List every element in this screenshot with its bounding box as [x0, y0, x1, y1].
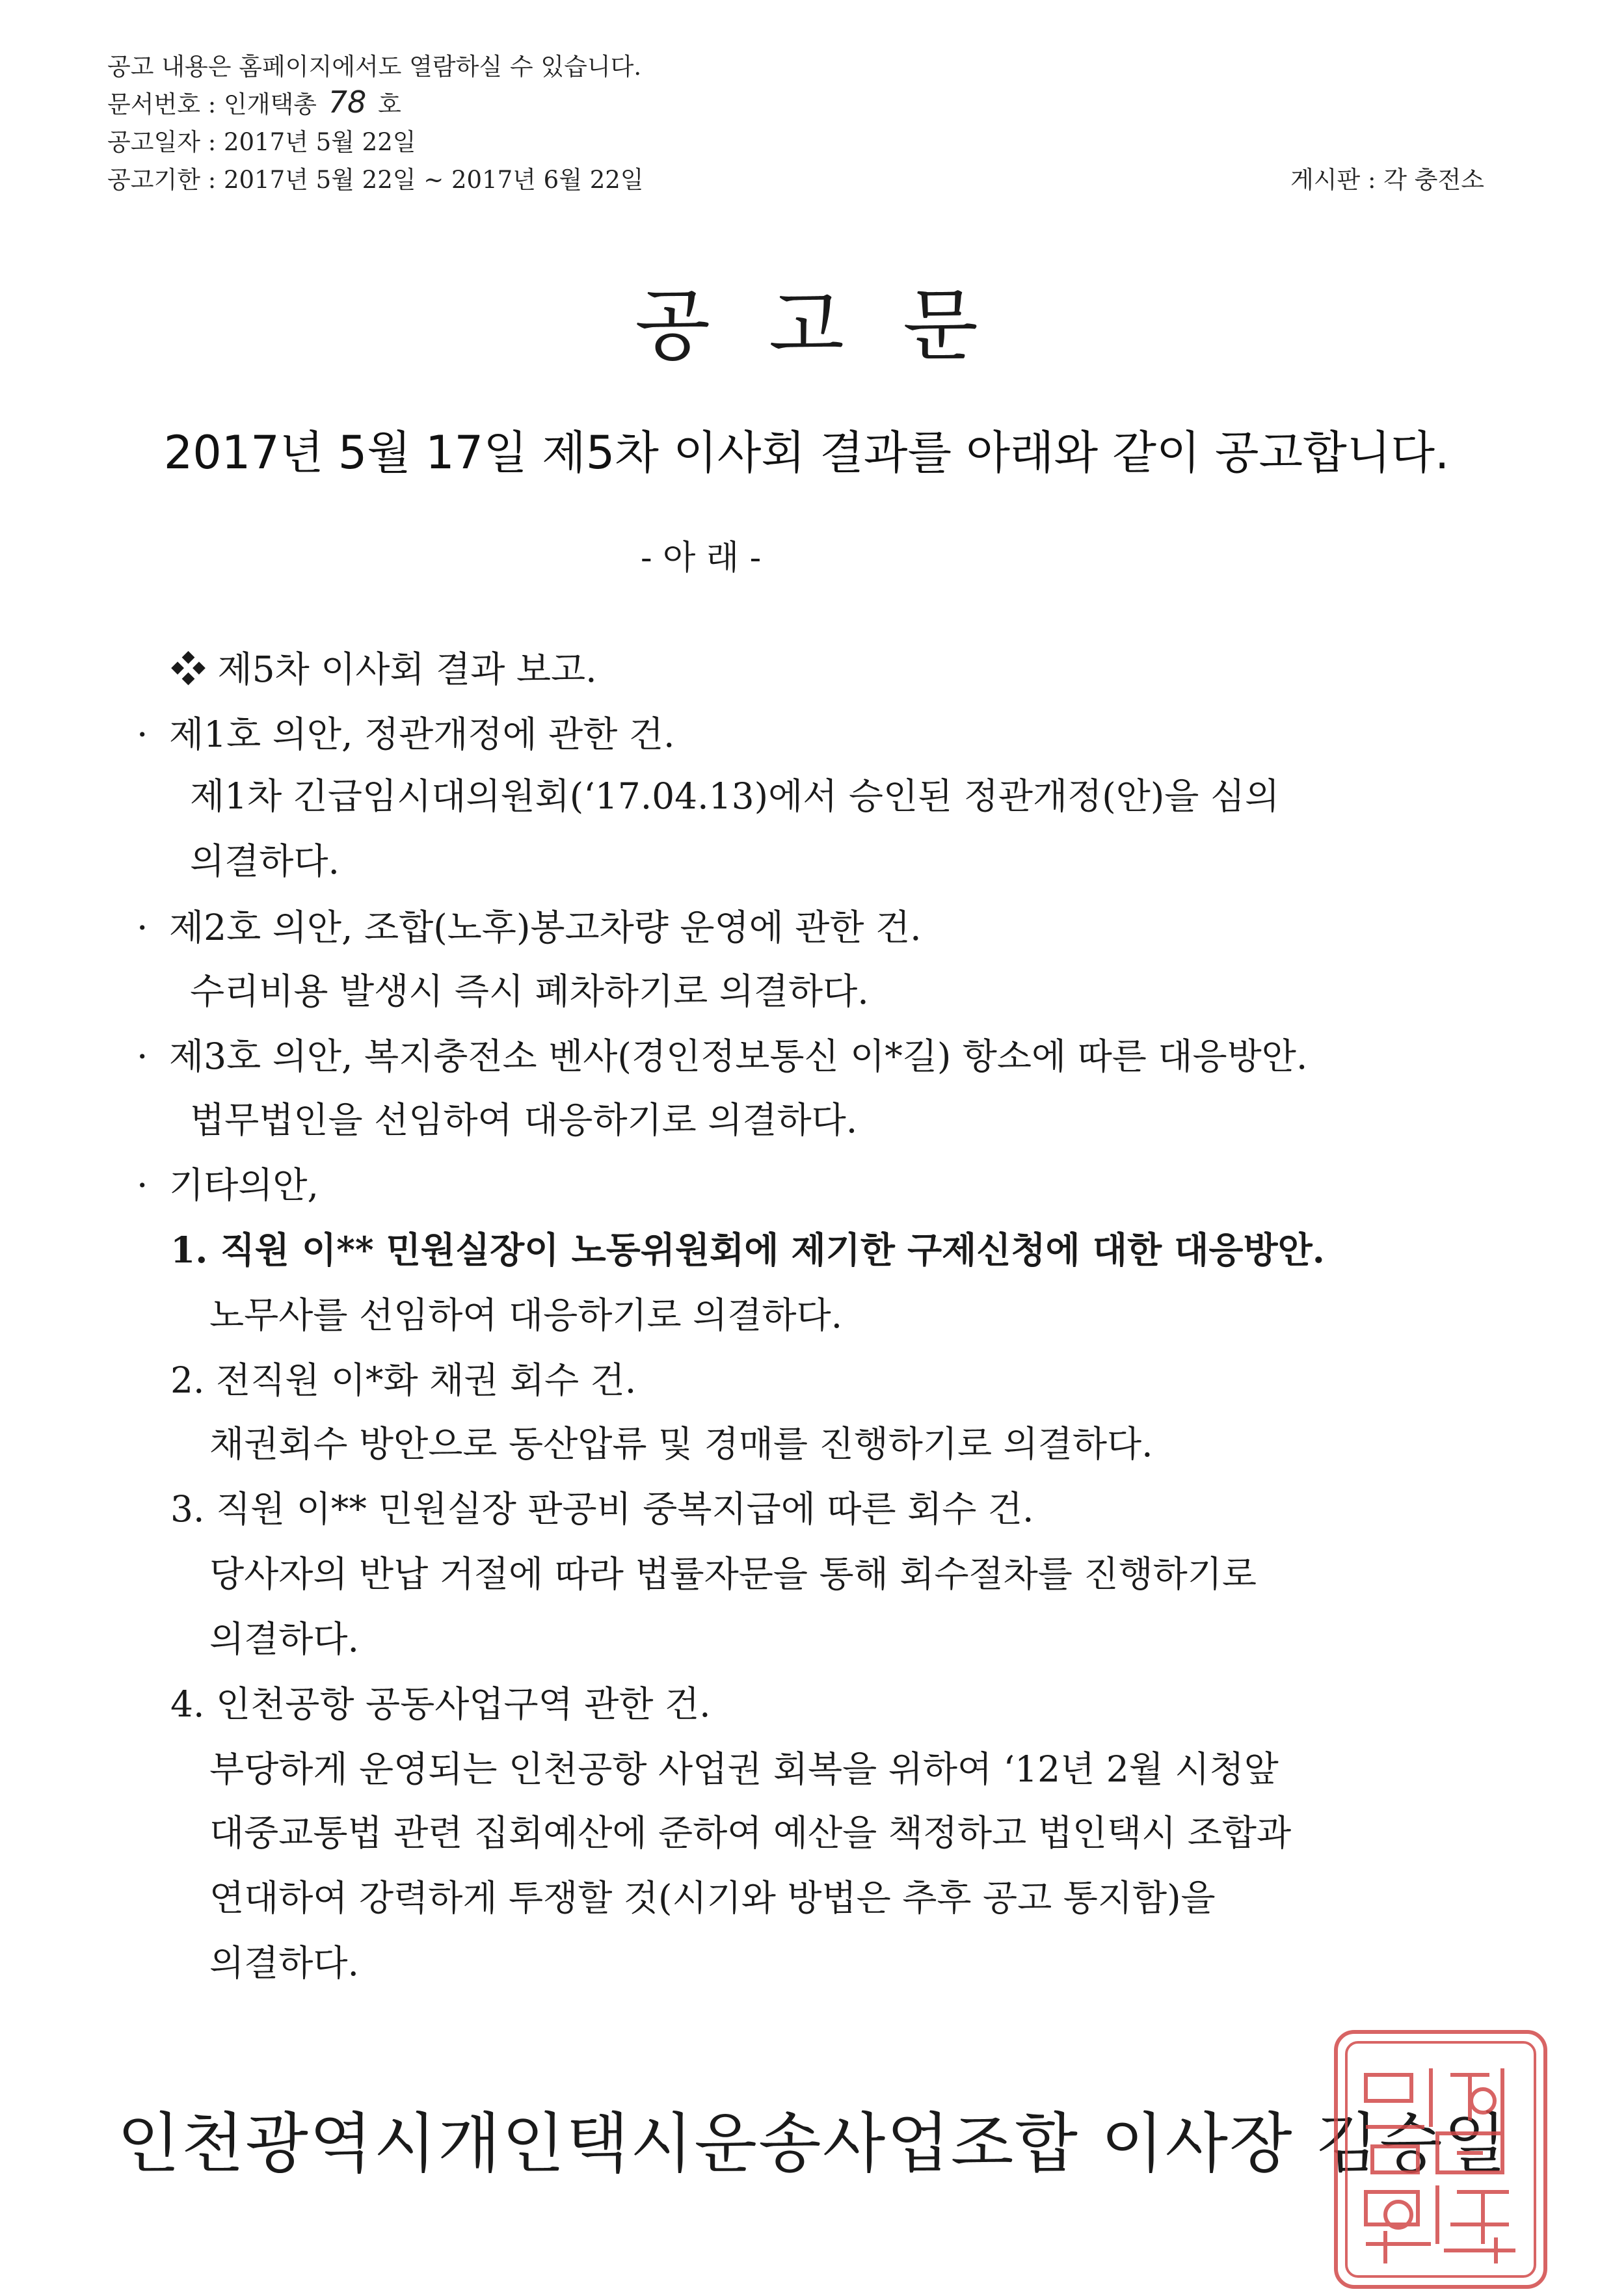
agenda-item-1-line: 의결하다.: [190, 840, 340, 882]
header-notice: 공고 내용은 홈페이지에서도 열람하실 수 있습니다.: [107, 53, 642, 81]
other-item-2-title: 2. 전직원 이*화 채권 회수 건.: [170, 1359, 637, 1401]
other-item-4-line: 의결하다.: [209, 1942, 360, 1984]
other-item-2-line: 채권회수 방안으로 동산압류 및 경매를 진행하기로 의결하다.: [209, 1423, 1153, 1465]
other-item-1-line: 노무사를 선임하여 대응하기로 의결하다.: [209, 1294, 843, 1336]
other-item-1-title: 1. 직원 이** 민원실장이 노동위원회에 제기한 구제신청에 대한 대응방안.: [170, 1229, 1325, 1271]
agenda-item-3: [137, 1028, 1307, 1079]
closing-signature: 인천광역시개인택시운송사업조합 이사장 김승일: [117, 2105, 1508, 2182]
bullet-dot: ·: [137, 1164, 148, 1206]
document-title: 공고문: [635, 281, 1037, 371]
doc-number-suffix: 호: [378, 90, 401, 118]
agenda-item-2-line: 수리비용 발생시 즉시 폐차하기로 의결하다.: [190, 970, 869, 1012]
agenda-item-1-title: 제1호 의안, 정관개정에 관한 건.: [169, 714, 675, 755]
bullet-dot: ·: [137, 1035, 148, 1077]
other-item-3-line: 의결하다.: [209, 1618, 360, 1660]
other-item-4-line: 부당하게 운영되는 인천공항 사업권 회복을 위하여 ‘12년 2월 시청앞: [209, 1748, 1279, 1790]
below-marker: - 아 래 -: [641, 539, 762, 578]
document-subtitle: 2017년 5월 17일 제5차 이사회 결과를 아래와 같이 공고합니다.: [163, 426, 1450, 479]
other-item-3-title: 3. 직원 이** 민원실장 판공비 중복지급에 따른 회수 건.: [170, 1488, 1034, 1530]
header-document-number: [107, 85, 401, 120]
section-heading: ❖ 제5차 이사회 결과 보고.: [170, 648, 597, 690]
header-announce-period: 공고기한 : 2017년 5월 22일 ~ 2017년 6월 22일: [107, 166, 644, 194]
bullet-dot: ·: [137, 907, 148, 948]
bullet-dot: ·: [137, 714, 148, 755]
agenda-item-3-title: 제3호 의안, 복지충전소 벤사(경인정보통신 이*길) 항소에 따른 대응방안.: [169, 1035, 1308, 1077]
other-item-4-line: 대중교통법 관련 집회예산에 준하여 예산을 책정하고 법인택시 조합과: [209, 1812, 1292, 1854]
header-board: 게시판 : 각 충전소: [1290, 166, 1484, 194]
agenda-item-1: [137, 706, 674, 757]
official-seal-stamp: [1327, 2023, 1554, 2296]
doc-number-handwritten: 78: [328, 85, 367, 120]
other-agenda: [137, 1156, 319, 1208]
agenda-item-2: [137, 899, 922, 950]
other-agenda-title: 기타의안,: [169, 1164, 319, 1206]
agenda-item-3-line: 법무법인을 선임하여 대응하기로 의결하다.: [190, 1099, 858, 1141]
header-announce-date: 공고일자 : 2017년 5월 22일: [107, 128, 416, 156]
agenda-item-1-line: 제1차 긴급임시대의원회(‘17.04.13)에서 승인된 정관개정(안)을 심의: [190, 775, 1280, 817]
other-item-4-line: 연대하여 강력하게 투쟁할 것(시기와 방법은 추후 공고 통지함)을: [209, 1877, 1216, 1919]
agenda-item-2-title: 제2호 의안, 조합(노후)봉고차량 운영에 관한 건.: [169, 907, 922, 948]
other-item-3-line: 당사자의 반납 거절에 따라 법률자문을 통해 회수절차를 진행하기로: [209, 1553, 1257, 1595]
other-item-4-title: 4. 인천공항 공동사업구역 관한 건.: [170, 1683, 711, 1725]
doc-number-label: 문서번호 : 인개택총: [107, 90, 317, 118]
